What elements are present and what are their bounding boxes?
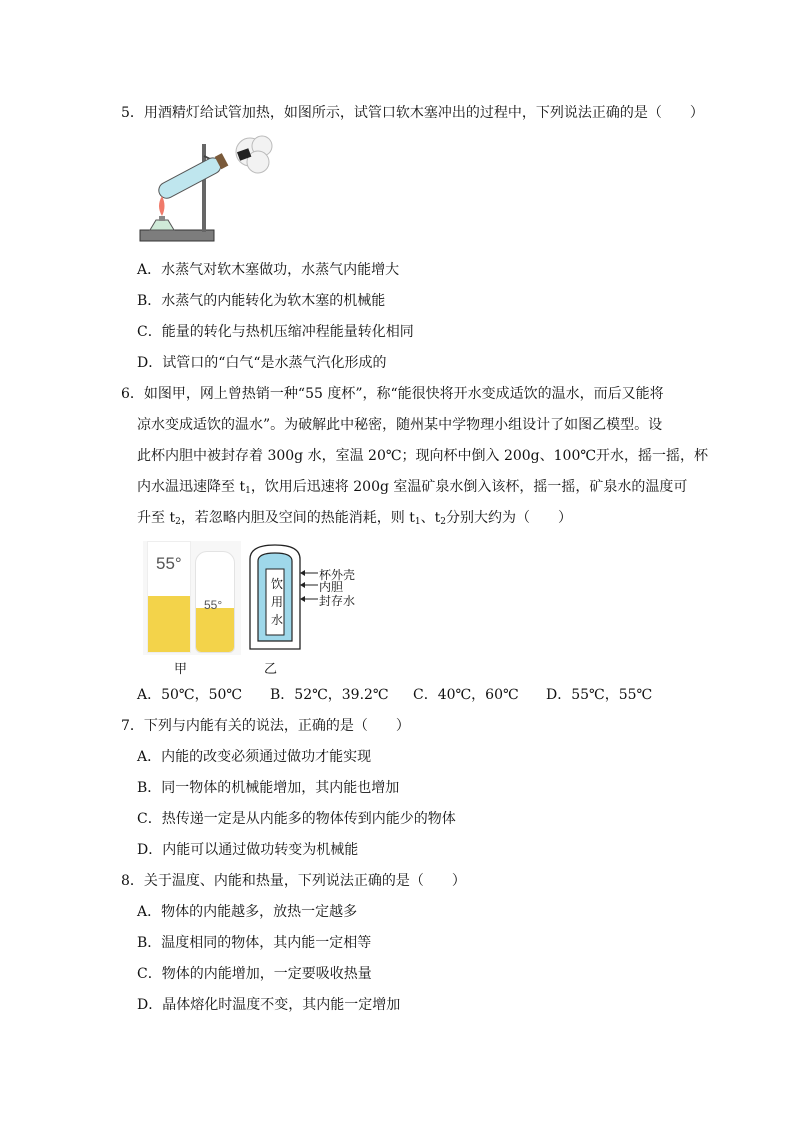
- drink-water-char-1: 饮: [271, 577, 284, 591]
- q6-line-3: 此杯内胆中被封存着 300g 水，室温 20℃；现向杯中倒入 200g、100℃开水，摇一摇，杯: [137, 448, 709, 464]
- q5-option-a: A．水蒸气对软木塞做功，水蒸气内能增大: [137, 262, 400, 278]
- q7-stem: 7．下列与内能有关的说法，正确的是（ ）: [121, 718, 410, 734]
- q5-option-c: C．能量的转化与热机压缩冲程能量转化相同: [137, 324, 414, 340]
- q7-option-d: D．内能可以通过做功转变为机械能: [137, 842, 359, 858]
- cup-box-label: 55°: [156, 554, 182, 573]
- q7-option-c: C．热传递一定是从内能多的物体传到内能少的物体: [137, 811, 456, 827]
- q6-option-c: C．40℃，60℃: [413, 687, 519, 703]
- callout-sealed-water: 封存水: [319, 594, 356, 608]
- q5-option-d: D．试管口的“白气“是水蒸气汽化形成的: [137, 355, 387, 371]
- q6-option-b: B．52℃，39.2℃: [270, 687, 389, 703]
- drink-water-char-3: 水: [271, 613, 284, 627]
- q8-option-a: A．物体的内能越多，放热一定越多: [137, 904, 358, 920]
- cup-product-photo: [143, 541, 241, 655]
- figure-yi-label: 乙: [264, 662, 278, 677]
- q8-option-d: D．晶体熔化时温度不变，其内能一定增加: [137, 997, 401, 1013]
- callout-outer-shell: 杯外壳: [319, 568, 356, 582]
- q7-option-b: B．同一物体的机械能增加，其内能也增加: [137, 780, 400, 796]
- q6-line-5: 升至 $t_2$，若忽略内胆及空间的热能消耗，则 $t_1$、$t_2$分别大约为（ ）: [137, 510, 572, 527]
- cup-box: [147, 541, 191, 653]
- q5-option-b: B．水蒸气的内能转化为软木塞的机械能: [137, 293, 386, 309]
- q8-option-b: B．温度相同的物体，其内能一定相等: [137, 935, 372, 951]
- drink-water-char-2: 用: [271, 595, 284, 609]
- test-tube-heating-figure: [138, 134, 278, 246]
- q5-stem: 5．用酒精灯给试管加热，如图所示，试管口软木塞冲出的过程中，下列说法正确的是（ ）: [121, 105, 704, 121]
- q6-line-1: 6．如图甲，网上曾热销一种“55 度杯”，称“能很快将开水变成适饮的温水，而后又能将: [121, 386, 664, 402]
- q8-stem: 8．关于温度、内能和热量，下列说法正确的是（ ）: [121, 873, 466, 889]
- q6-option-a: A．50℃，50℃: [137, 687, 243, 703]
- cup-body-label: 55°: [204, 598, 223, 612]
- callout-inner-liner: 内胆: [319, 580, 344, 594]
- q6-line-4: 内水温迅速降至 $t_1$，饮用后迅速将 200g 室温矿泉水倒入该杯，摇一摇，矿泉水的温度可: [137, 479, 688, 496]
- q6-line-2: 凉水变成适饮的温水”。为破解此中秘密，随州某中学物理小组设计了如图乙模型。设: [137, 417, 663, 433]
- callout-arrows: [298, 565, 320, 607]
- figure-jia-label: 甲: [174, 662, 188, 677]
- q8-option-c: C．物体的内能增加，一定要吸收热量: [137, 966, 372, 982]
- q6-option-d: D．55℃，55℃: [546, 687, 653, 703]
- cup-body: [195, 551, 235, 653]
- q7-option-a: A．内能的改变必须通过做功才能实现: [137, 749, 372, 765]
